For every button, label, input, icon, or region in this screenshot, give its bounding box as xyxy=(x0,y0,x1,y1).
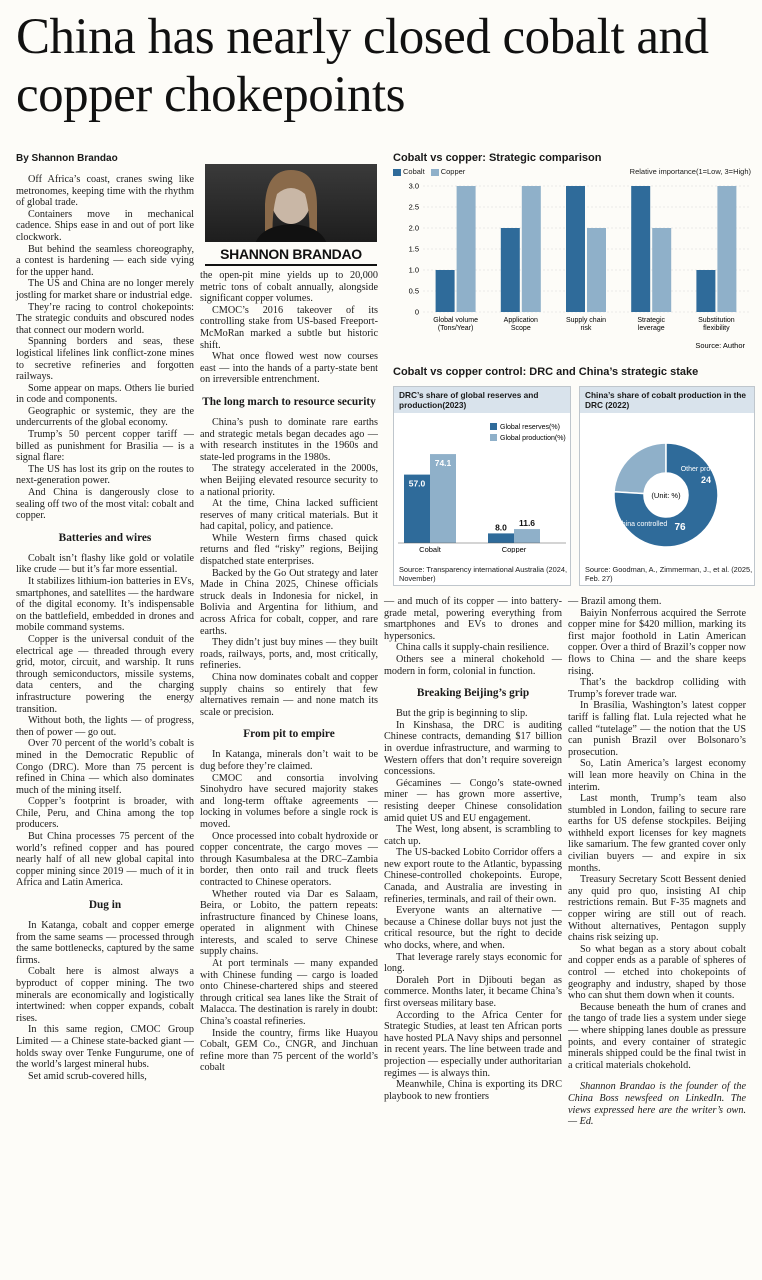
paragraph: Containers move in mechanical cadence. Ships ease in and out of port like clockwork. xyxy=(16,208,194,243)
paragraph: Geographic or systemic, they are the undercurrents of the global economy. xyxy=(16,405,194,429)
paragraph: But the grip is beginning to slip. xyxy=(396,708,528,720)
x-tick-label: Supply chain risk xyxy=(565,317,607,332)
author-portrait xyxy=(205,164,377,266)
paragraph: Everyone wants an alternative — because a Chinese dollar buys not just the critical resource, but the right to decide who docks, where, and when. xyxy=(384,905,562,952)
paragraph: But behind the seamless choreography, a contest is hardening — each side vying for the upper hand. xyxy=(16,243,194,278)
paragraph: Whether routed via Dar es Salaam, Beira, or Lobito, the pattern repeats: infrastructure financed by Chinese loans, operated in alignment with Chinese interests, and scaled to serve Chinese supply chains. xyxy=(200,888,378,958)
y-axis-label: Relative importance(1=Low, 3=High) xyxy=(629,167,751,176)
bar-copper xyxy=(587,228,606,312)
slice-value-china: 76 xyxy=(674,522,686,533)
bar-cobalt xyxy=(696,270,715,312)
slice-label-other: Other producers xyxy=(680,466,732,473)
panel-title: China’s share of cobalt production in the DRC (2022) xyxy=(580,387,754,413)
paragraph: At port terminals — many expanded with Chinese funding — cargo is loaded onto Chinese-chartered ships and steered through critical sea lanes like the Strait of Malacca. The destination is rarely in doubt: China’s coastal refineries. xyxy=(200,958,378,1028)
category-label: Copper xyxy=(501,545,527,553)
subhead: Batteries and wires xyxy=(58,531,152,544)
paragraph: Inside the country, firms like Huayou Cobalt, GEM Co., CNGR, and Jinchuan refine more than 75 percent of the world’s cobalt xyxy=(200,1027,378,1074)
bar-copper xyxy=(652,228,671,312)
y-tick-label: 2.5 xyxy=(408,202,419,212)
author-note: Shannon Brandao is the founder of the China Boss newsfeed on LinkedIn. The views expressed here are the writer’s own. — Ed. xyxy=(568,1081,746,1128)
column-4 xyxy=(568,596,746,1128)
pie-slice-other xyxy=(614,443,666,494)
paragraph: Cobalt here is almost always a byproduct of copper mining. The two minerals are economically and logistically intertwined: when copper expands, cobalt rises. xyxy=(16,966,194,1024)
paragraph: Others see a mineral chokehold — modern in form, colonial in function. xyxy=(384,653,562,677)
paragraph: the open-pit mine yields up to 20,000 metric tons of cobalt annually, alongside significant copper volumes. xyxy=(200,270,378,305)
bar-cobalt xyxy=(566,186,585,312)
paragraph: Copper is the universal conduit of the electrical age — threaded through every grid, motor, circuit, and warship. It runs through semiconductors, missile systems, data centers, and the charging infrastructure powering the energy transition. xyxy=(16,633,194,715)
paragraph: Once processed into cobalt hydroxide or copper concentrate, the cargo moves — through Kasumbalesa at the DRC–Zambia border, then onto rail and truck fleets contracted to Chinese operators. xyxy=(200,830,378,888)
author-photo xyxy=(205,164,377,244)
data-label: 57.0 xyxy=(408,478,426,489)
paragraph: What once flowed west now courses east — into the hands of a party-state bent on irreversible entrenchment. xyxy=(200,351,378,386)
bar-production xyxy=(514,529,540,543)
paragraph: The US-backed Lobito Corridor offers a new export route to the Atlantic, bypassing Chinese-controlled chokepoints. Europe, Canada, and Australia are investing in refineries, terminals, and rail of their own. xyxy=(384,847,562,905)
portrait-silhouette-icon xyxy=(205,164,377,244)
bar-copper xyxy=(522,186,541,312)
paragraph: Over 70 percent of the world’s cobalt is mined in the Democratic Republic of Congo (DRC). More than 75 percent is refined in China — which also dominates much of the mining itself. xyxy=(16,738,194,796)
x-tick-label: Global volume (Tons/Year) xyxy=(433,317,478,332)
paragraph: Because beneath the hum of cranes and the tango of trade lies a system under siege — where shipping lanes double as pressure points, and every container of strategic minerals shipped could be the final twist in a critical materials chokehold. xyxy=(568,1001,746,1071)
paragraph: At the time, China lacked sufficient reserves of many critical materials. But it had capital, policy, and patience. xyxy=(200,498,378,533)
bar-cobalt xyxy=(501,228,520,312)
subhead: Breaking Beijing’s grip xyxy=(416,687,530,700)
paragraph: While Western firms chased quick returns and fled “risky” regions, Beijing dispatched state enterprises. xyxy=(200,532,378,568)
x-tick-label: Application Scope xyxy=(503,317,538,332)
paragraph: In Kinshasa, the DRC is auditing Chinese contracts, demanding $17 billion in overdue infrastructure, and warming to Western offers that don’t require sovereign concessions. xyxy=(384,719,562,778)
byline: By Shannon Brandao xyxy=(16,153,118,164)
legend-swatch xyxy=(490,434,497,441)
subhead: The long march to resource security xyxy=(202,395,376,408)
paragraph: In this same region, CMOC Group Limited — a Chinese state-backed giant — holds sway over Tenke Fungurume, one of the world’s largest mineral hubs. xyxy=(16,1024,194,1071)
paragraph: But China processes 75 percent of the world’s refined copper and has poured nearly half of all new global capital into copper mining since 2019 — much of it in Africa and Latin America. xyxy=(16,831,194,889)
paragraph: They’re racing to control chokepoints: The strategic conduits and obscured nodes that connect our modern world. xyxy=(16,301,194,336)
paragraph: Without both, the lights — of progress, then of power — go out. xyxy=(16,715,194,738)
source-note: Source: Author xyxy=(695,341,745,350)
bar-chart-svg xyxy=(393,180,755,350)
bar-copper xyxy=(717,186,736,312)
paragraph: In Katanga, minerals don’t wait to be dug before they’re claimed. xyxy=(200,749,378,772)
paragraph: That’s the backdrop colliding with Trump’s forever trade war. xyxy=(568,677,746,700)
x-tick-label: Substitution flexibility xyxy=(698,317,735,332)
paragraph: Baiyin Nonferrous acquired the Serrote copper mine for $420 million, marking its first major foothold in Latin American copper. Over a third of Brazil’s copper now flows to China — and the share keeps rising. xyxy=(568,607,746,677)
legend-label: Global production(%) xyxy=(500,435,566,442)
subhead: Dug in xyxy=(88,899,122,912)
paragraph: Backed by the Go Out strategy and later Made in China 2025, Chinese officials struck deals in Indonesia for nickel, in Bolivia and Argentina for lithium, and across Africa for cobalt, copper, and rare earths. xyxy=(200,567,378,637)
paragraph: Trump’s 50 percent copper tariff — billed as punishment for Brasilia — is a signal flare: xyxy=(16,429,194,464)
paragraph: The US has lost its grip on the routes to next-generation power. xyxy=(16,463,194,487)
source-note: Source: Transparency international Australia (2024, November) xyxy=(399,565,568,583)
china-pie-chart-svg xyxy=(580,413,754,553)
paragraph: According to the Africa Center for Strategic Studies, at least ten African ports have hosted PLA Navy ships and personnel in recent years. The line between trade and projection — especially under authoritarian regimes — is always thin. xyxy=(384,1009,562,1079)
author-name-caption: SHANNON BRANDAO xyxy=(205,242,377,266)
legend-label: Global reserves(%) xyxy=(500,424,560,431)
chart-title: Cobalt vs copper: Strategic comparison xyxy=(393,152,602,164)
paragraph: And China is dangerously close to sealing off two of the most vital: cobalt and copper. xyxy=(16,487,194,522)
paragraph: The US and China are no longer merely jostling for market share or industrial edge. xyxy=(16,278,194,301)
paragraph: Copper’s footprint is broader, with Chile, Peru, and China among the top producers. xyxy=(16,796,194,831)
paragraph: Gécamines — Congo’s state-owned miner — has grown more assertive, resisting deeper Chinese consolidation amid quiet US and EU engagement. xyxy=(384,777,562,824)
headline: China has nearly closed cobalt and copper chokepoints xyxy=(16,9,709,123)
paragraph: Set amid scrub-covered hills, xyxy=(28,1070,147,1082)
paragraph: CMOC’s 2016 takeover of its controlling stake from US-based Freeport-McMoRan marked a subtle but historic shift. xyxy=(200,304,378,351)
source-note: Source: Goodman, A., Zimmerman, J., et al. (2025, Feb. 27) xyxy=(585,565,753,583)
paragraph: Off Africa’s coast, cranes swing like metronomes, keeping time with the rhythm of global trade. xyxy=(16,174,194,209)
slice-label-china: China controlled xyxy=(616,521,668,528)
paragraph: So, Latin America’s largest economy will lean more heavily on China in the interim. xyxy=(568,758,746,793)
paragraph: — and much of its copper — into battery-grade metal, powering everything from smartphones and EVs to drones and hypersonics. xyxy=(384,596,562,642)
column-2-top xyxy=(200,270,378,1074)
paragraph: Treasury Secretary Scott Bessent denied any quid pro quo, insisting AI chip restrictions remain. But F-35 magnets and copper wiring are still out of reach. Without alternatives, Pentagon supply chains risk seizing up. xyxy=(568,874,746,944)
legend-item-copper: Copper xyxy=(431,167,466,176)
paragraph: Some appear on maps. Others lie buried in code and components. xyxy=(16,382,194,406)
paragraph: That leverage rarely stays economic for long. xyxy=(384,951,562,975)
paragraph: China calls it supply-chain resilience. xyxy=(396,642,550,654)
paragraph: Last month, Trump’s team also stumbled in London, failing to secure rare earths for US defense stockpiles. Beijing withheld export licenses for key magnets like samarium. The few granted cover only civilian buyers — and expire in six months. xyxy=(568,793,746,874)
y-tick-label: 1.5 xyxy=(408,244,419,254)
chart-title: Cobalt vs copper control: DRC and China’s strategic stake xyxy=(393,366,699,378)
category-label: Cobalt xyxy=(419,545,441,553)
paragraph: In Katanga, cobalt and copper emerge from the same seams — processed through the same bottlenecks, captured by the same firms. xyxy=(16,920,194,966)
y-tick-label: 0 xyxy=(414,307,419,317)
x-tick-label: Strategic leverage xyxy=(637,317,666,332)
subhead: From pit to empire xyxy=(243,728,335,741)
paragraph: The West, long absent, is scrambling to catch up. xyxy=(384,824,562,847)
paragraph: Meanwhile, China is exporting its DRC playbook to new frontiers xyxy=(384,1079,562,1102)
paragraph: In Brasília, Washington’s latest copper tariff is falling flat. Lula rejected what he called “tutelage” — the notion that the US can punish Brazil over Bolsonaro’s prosecution. xyxy=(568,700,746,758)
chart-legend xyxy=(393,167,755,176)
data-label: 11.6 xyxy=(518,518,536,529)
column-3 xyxy=(384,596,562,1102)
paragraph: They didn’t just buy mines — they built roads, railways, ports, and, most critically, refineries. xyxy=(200,637,378,672)
data-label: 8.0 xyxy=(495,522,507,533)
column-1 xyxy=(16,174,194,1082)
panel-china-share xyxy=(579,386,755,586)
bar-copper xyxy=(457,186,476,312)
paragraph: So what began as a story about cobalt and copper ends as a parable of spheres of control — etched into chokepoints of geography and industry, shaped by those who can shut them down when it counts. xyxy=(568,943,746,1002)
paragraph: Spanning borders and seas, these logistical lifelines link conflict-zone mines to secretive refineries and forgotten railways. xyxy=(16,336,194,383)
data-label: 74.1 xyxy=(434,458,452,469)
paragraph: CMOC and consortia involving Sinohydro have secured majority stakes and long-term offtake agreements — locking in volumes before a single rock is moved. xyxy=(200,772,378,830)
paragraph: Cobalt isn’t flashy like gold or volatile like crude — but it’s far more essential. xyxy=(16,552,194,576)
y-tick-label: 2.0 xyxy=(408,223,419,233)
legend-swatch xyxy=(490,423,497,430)
paragraph: Doraleh Port in Djibouti began as commerce. Months later, it became China’s first overseas military base. xyxy=(384,974,562,1009)
bar-cobalt xyxy=(631,186,650,312)
unit-label: (Unit: %) xyxy=(651,491,681,500)
y-tick-label: 3.0 xyxy=(408,181,419,191)
legend-item-cobalt: Cobalt xyxy=(393,167,425,176)
paragraph: — Brazil among them. xyxy=(568,596,662,607)
paragraph: It stabilizes lithium-ion batteries in EVs, smartphones, and satellites — the hardware of the digital economy. It’s indispensable on the battlefield, embedded in drones and mobile command systems. xyxy=(16,576,194,634)
drc-bar-chart-svg xyxy=(394,413,570,553)
y-tick-label: 0.5 xyxy=(408,286,419,296)
paragraph: China now dominates cobalt and copper supply chains so entirely that few alternatives remain — and none match its scale or precision. xyxy=(200,672,378,718)
panel-drc-share xyxy=(393,386,571,586)
paragraph: China’s push to dominate rare earths and strategic metals began decades ago — with research institutes in the 1960s and state-led programs in the 1980s. xyxy=(200,416,378,463)
chart-drc-china-stake xyxy=(393,366,755,590)
chart-strategic-comparison xyxy=(393,152,755,354)
y-tick-label: 1.0 xyxy=(408,265,419,275)
bar-reserves xyxy=(488,533,514,543)
slice-value-other: 24 xyxy=(700,475,712,485)
panel-title: DRC’s share of global reserves and production(2023) xyxy=(394,387,570,413)
paragraph: The strategy accelerated in the 2000s, when Beijing elevated resource security to a national priority. xyxy=(200,463,378,498)
bar-cobalt xyxy=(436,270,455,312)
